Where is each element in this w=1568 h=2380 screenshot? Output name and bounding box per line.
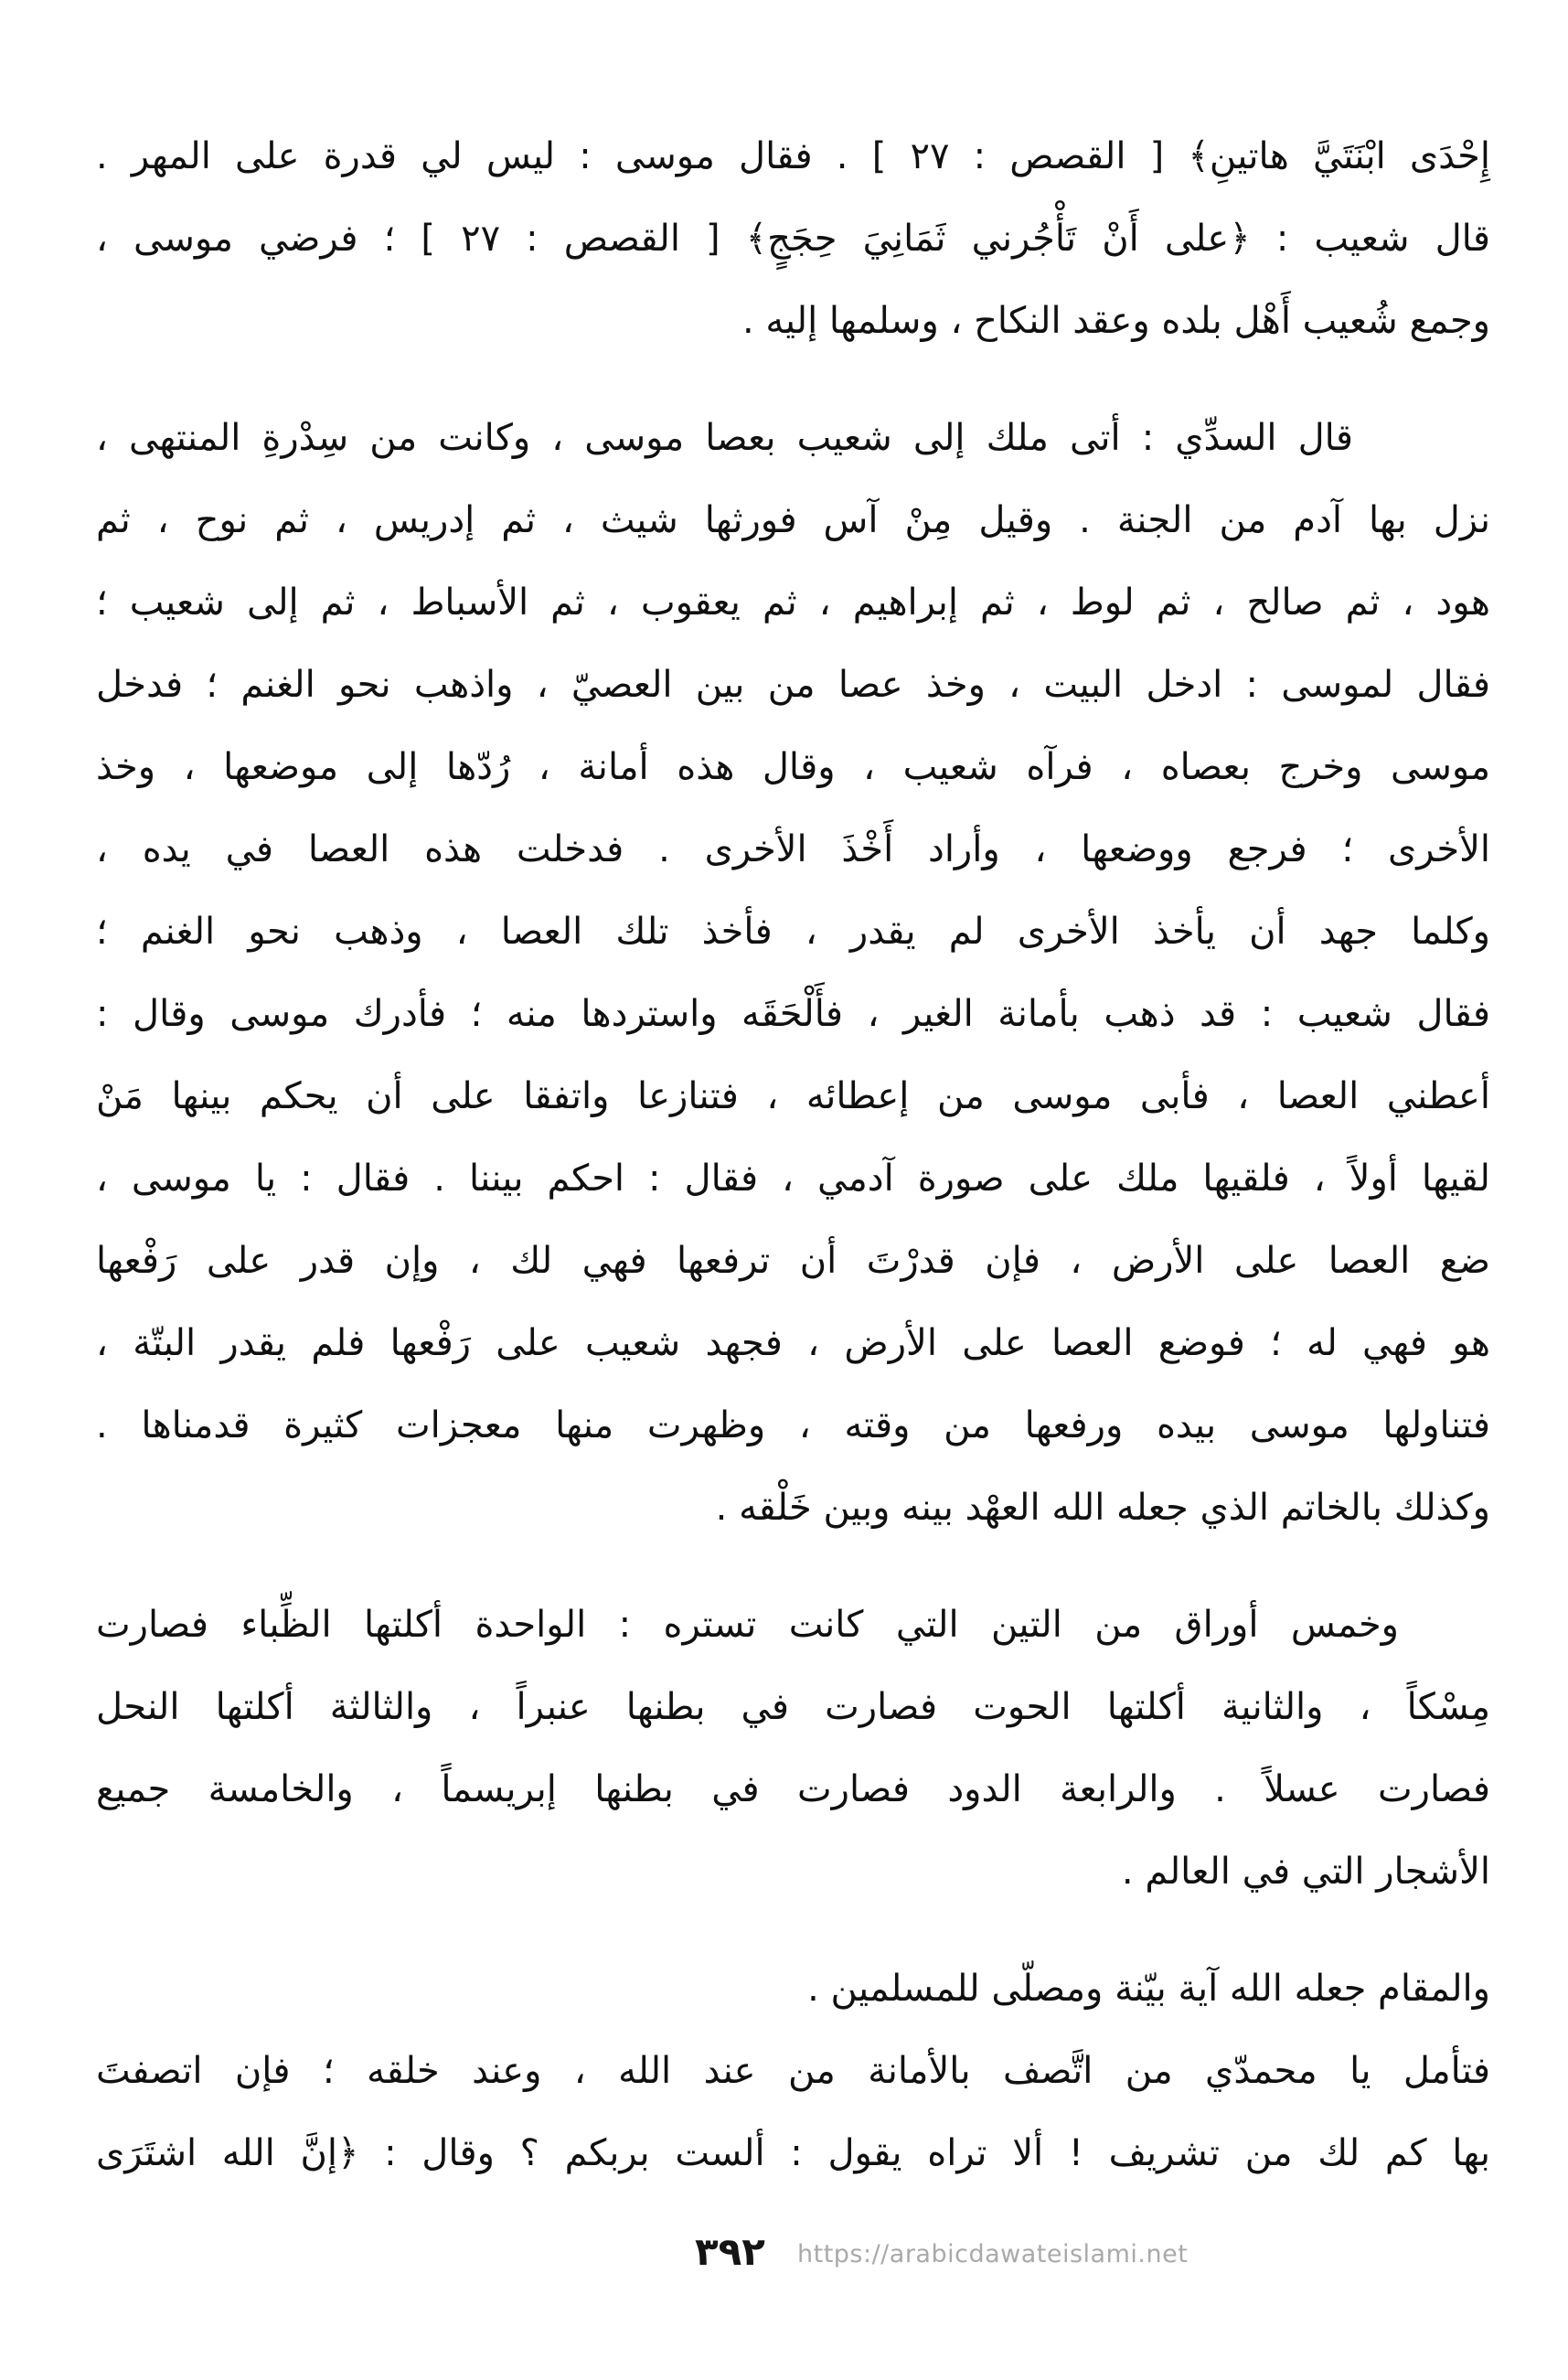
text-line: بها كم لك من تشريف ! ألا تراه يقول : ألست بربكم ؟ وقال : ﴿إنَّ الله اشتَرَى (96, 2132, 1490, 2174)
text-line: فقال لموسى : ادخل البيت ، وخذ عصا من بين العصيّ ، واذهب نحو الغنم ؛ فدخل (96, 664, 1490, 706)
text-line: هو فهي له ؛ فوضع العصا على الأرض ، فجهد شعيب على رَفْعها فلم يقدر البتّة ، (96, 1322, 1490, 1364)
paragraph (96, 397, 1490, 1549)
text-line: نزل بها آدم من الجنة . وقيل مِنْ آس فورثها شيث ، ثم إدريس ، ثم نوح ، ثم (96, 499, 1490, 541)
paragraph (96, 2030, 1490, 2194)
text-line: والمقام جعله الله آية بيّنة ومصلّى للمسلمين . (807, 1968, 1490, 2010)
text-line: الأشجار التي في العالم . (1121, 1851, 1490, 1893)
text-line: هود ، ثم صالح ، ثم لوط ، ثم إبراهيم ، ثم يعقوب ، ثم الأسباط ، ثم إلى شعيب ؛ (96, 582, 1490, 624)
text-line: فقال شعيب : قد ذهب بأمانة الغير ، فأَلْحَقَه واستردها منه ؛ فأدرك موسى وقال : (96, 993, 1490, 1035)
text-line: قال السدِّي : أتى ملك إلى شعيب بعصا موسى ، وكانت من سِدْرةِ المنتهى ، (96, 417, 1353, 459)
text-line: إِحْدَى ابْنَتَيَّ هاتينِ﴾ [ القصص : ٢٧ ] . فقال موسى : ليس لي قدرة على المهر . (96, 135, 1490, 177)
paragraph (96, 1948, 1490, 2030)
text-line: فتناولها موسى بيده ورفعها من وقته ، وظهرت منها معجزات كثيرة قدمناها . (96, 1404, 1490, 1446)
text-line: الأخرى ؛ فرجع ووضعها ، وأراد أَخْذَ الأخرى . فدخلت هذه العصا في يده ، (96, 828, 1490, 870)
text-line: موسى وخرج بعصاه ، فرآه شعيب ، وقال هذه أمانة ، رُدّها إلى موضعها ، وخذ (96, 746, 1490, 788)
text-line: فتأمل يا محمدّي من اتَّصف بالأمانة من عند الله ، وعند خلقه ؛ فإن اتصفتَ (96, 2050, 1490, 2092)
text-line: وخمس أوراق من التين التي كانت تستره : الواحدة أكلتها الظِّباء فصارت (96, 1604, 1399, 1646)
text-line: أعطني العصا ، فأبى موسى من إعطائه ، فتنازعا واتفقا على أن يحكم بينها مَنْ (96, 1075, 1490, 1117)
text-line: قال شعيب : ﴿على أَنْ تَأْجُرني ثَمَانِيَ حِجَجٍ﴾ [ القصص : ٢٧ ] ؛ فرضي موسى ، (96, 218, 1490, 260)
text-line: فصارت عسلاً . والرابعة الدود فصارت في بطنها إبريسماً ، والخامسة جميع (96, 1768, 1490, 1810)
text-line: وكذلك بالخاتم الذي جعله الله العهْد بينه وبين خَلْقه . (715, 1487, 1490, 1529)
text-line: ضع العصا على الأرض ، فإن قدرْتَ أن ترفعها فهي لك ، وإن قدر على رَفْعها (96, 1240, 1490, 1282)
text-block (96, 115, 1490, 2194)
text-line: لقيها أولاً ، فلقيها ملك على صورة آدمي ، فقال : احكم بيننا . فقال : يا موسى ، (96, 1158, 1490, 1200)
watermark-url: https://arabicdawateislami.net (797, 2240, 1189, 2268)
text-line: وجمع شُعيب أَهْل بلده وعقد النكاح ، وسلمها إليه . (741, 300, 1490, 342)
page-number: ٣٩٢ (695, 2229, 765, 2274)
paragraph (96, 1584, 1490, 1913)
paragraph (96, 115, 1490, 362)
text-line: مِسْكاً ، والثانية أكلتها الحوت فصارت في بطنها عنبراً ، والثالثة أكلتها النحل (96, 1686, 1490, 1728)
text-line: وكلما جهد أن يأخذ الأخرى لم يقدر ، فأخذ تلك العصا ، وذهب نحو الغنم ؛ (96, 911, 1490, 953)
